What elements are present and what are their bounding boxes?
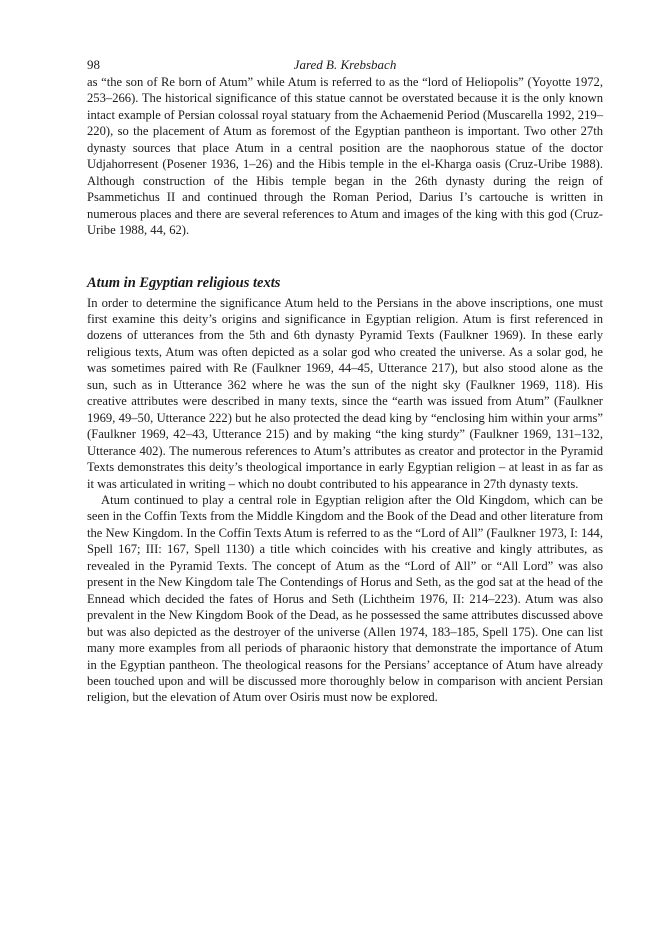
body-paragraph: In order to determine the significance Atum held to the Persians in the above inscriptions, one must first examine this deity’s origins and significance in Egyptian religion. Atum is first referenced in dozens of utterances from the 5th and 6th dynasty Pyramid Texts (Faulkner 1969). In these early religious texts, Atum was often depicted as a solar god who created the universe. As a solar god, he was sometimes paired with Re (Faulkner 1969, 44–45, Utterance 217), but also stood alone as the sun, such as in Utterance 362 where he was the sun of the night sky (Faulkner 1969, 118). His creative attributes were described in many texts, since the “earth was issued from Atum” (Faulkner 1969, 49–50, Utterance 222) but he also protected the dead king by “enclosing him within your arms” (Faulkner 1969, 42–43, Utterance 215) and by making “the king sturdy” (Faulkner 1969, 131–132, Utterance 402). The numerous references to Atum’s attributes as creator and protector in the Pyramid Texts demonstrates this deity’s theological importance in early Egyptian religion – at least in as far as it was articulated in writing – which no doubt contributed to his appearance in 27th dynasty texts. — [87, 295, 603, 491]
running-title: Jared B. Krebsbach — [293, 57, 397, 72]
body-paragraph: Atum continued to play a central role in Egyptian religion after the Old Kingdom, which can be seen in the Coffin Texts from the Middle Kingdom and the Book of the Dead and other literature from the New Kingdom. In the Coffin Texts Atum is referred to as the “Lord of All” (Faulkner 1973, I: 144, Spell 167; III: 167, Spell 1130) a title which coincides with his creative and kingly attributes, as revealed in the Pyramid Texts. The concept of Atum as the “Lord of All” or “All Lord” was also present in the New Kingdom tale The Contendings of Horus and Seth, as the god sat at the head of the Ennead which decided the fates of Horus and Seth (Lichtheim 1976, II: 214–223). Atum was also prevalent in the New Kingdom Book of the Dead, as he possessed the same attributes discussed above but was also depicted as the destroyer of the universe (Allen 1974, 183–185, Spell 175). One can list many more examples from all periods of pharaonic history that demonstrate the importance of Atum in the Egyptian pantheon. The theological reasons for the Persians’ acceptance of Atum have already been touched upon and will be discussed more thoroughly below in comparison with ancient Persian religion, but the elevation of Atum over Osiris must now be explored. — [87, 492, 603, 705]
section-heading: Atum in Egyptian religious texts — [87, 274, 281, 291]
page — [87, 56, 603, 706]
running-head — [87, 56, 603, 74]
body-text — [87, 74, 603, 706]
body-paragraph: as “the son of Re born of Atum” while Atum is referred to as the “lord of Heliopolis” (Yoyotte 1972, 253–266). The historical significance of this statue cannot be overstated because it is the only known intact example of Persian colossal royal statuary from the Achaemenid Period (Muscarella 1992, 219–220), so the placement of Atum as foremost of the Egyptian pantheon is important. Two other 27th dynasty sources that place Atum in a central position are the naophorous statue of the doctor Udjahorresent (Posener 1936, 1–26) and the Hibis temple in the el-Kharga oasis (Cruz-Uribe 1988). Although construction of the Hibis temple began in the 26th dynasty during the reign of Psammetichus II and continued through the Roman Period, Darius I’s cartouche is written in numerous places and there are several references to Atum and images of the king with this god (Cruz-Uribe 1988, 44, 62). — [87, 75, 603, 238]
page-number: 98 — [87, 57, 100, 72]
